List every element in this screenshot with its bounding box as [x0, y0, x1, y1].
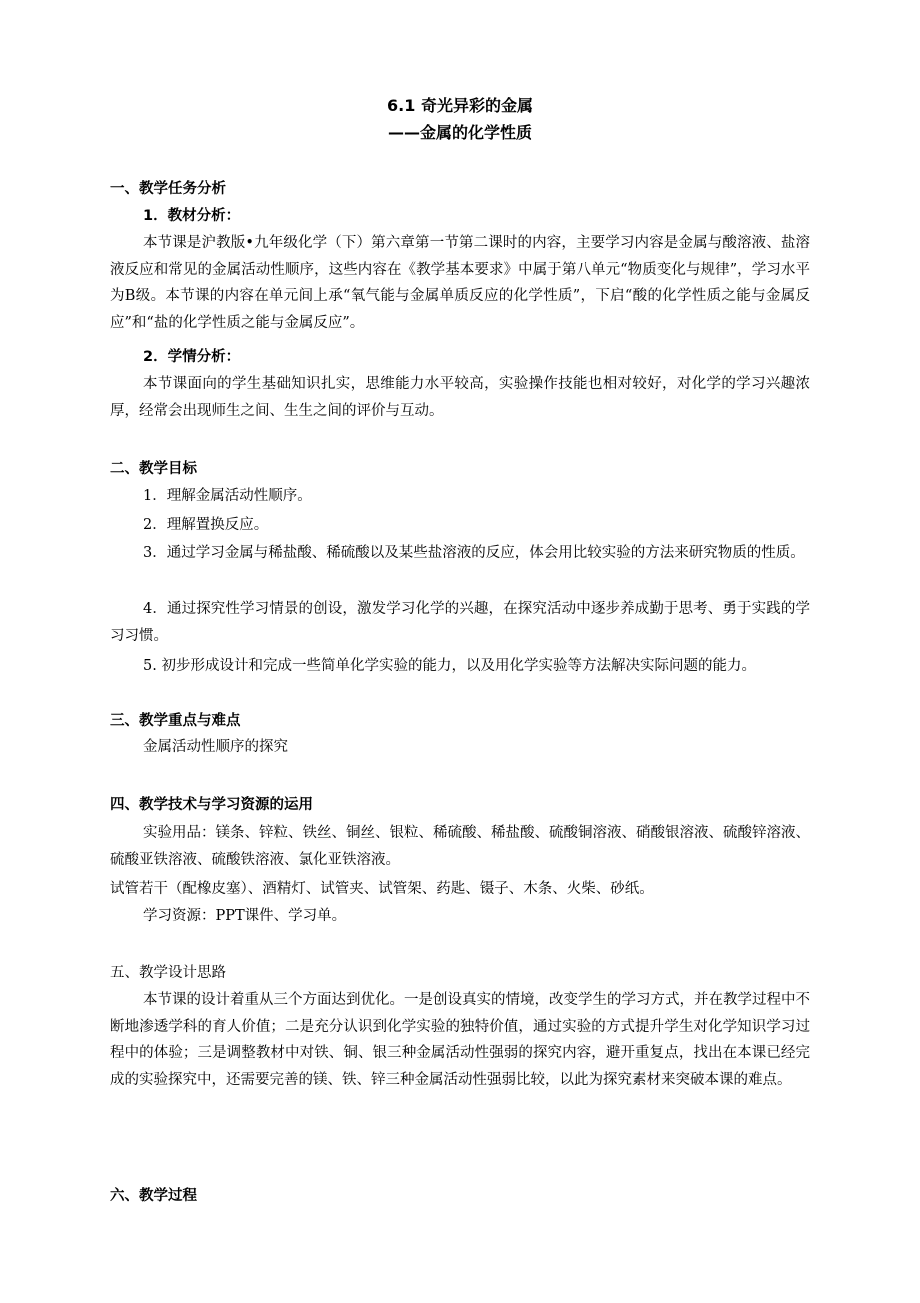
objective-item-1: 1．理解金属活动性顺序。: [143, 488, 312, 504]
section-heading-resources: 四、教学技术与学习资源的运用: [110, 797, 313, 813]
paragraph-student-analysis: 本节课面向的学生基础知识扎实，思维能力水平较高，实验操作技能也相对较好，对化学的学习兴趣浓厚，经常会出现师生之间、生生之间的评价与互动。: [110, 376, 810, 419]
paragraph-design-ideas: 本节课的设计着重从三个方面达到优化。一是创设真实的情境，改变学生的学习方式，并在教学过程中不断地渗透学科的育人价值；二是充分认识到化学实验的独特价值，通过实验的方式提升学生对化学知识学习过程中的体验；三是调整教材中对铁、铜、银三种金属活动性强弱的探究内容，避开重复点，找出在本课已经完成的实验探究中，还需要完善的镁、铁、锌三种金属活动性强弱比较，以此为探究素材来突破本课的难点。: [110, 992, 810, 1088]
subheading-student-analysis: 2．学情分析：: [143, 349, 241, 365]
subheading-textbook-analysis: 1．教材分析：: [143, 208, 241, 224]
objective-item-5: 5. 初步形成设计和完成一些简单化学实验的能力，以及用化学实验等方法解决实际问题的能力。: [143, 658, 756, 674]
section-heading-key-points: 三、教学重点与难点: [110, 713, 241, 729]
section-heading-objectives: 二、教学目标: [110, 461, 197, 477]
objective-item-4: 4．通过探究性学习情景的创设，激发学习化学的兴趣，在探究活动中逐步养成勤于思考、勇于实践的学习习惯。: [110, 601, 810, 644]
paragraph-materials: 实验用品：镁条、锌粒、铁丝、铜丝、银粒、稀硫酸、稀盐酸、硫酸铜溶液、硝酸银溶液、硫酸锌溶液、硫酸亚铁溶液、硫酸铁溶液、氯化亚铁溶液。: [110, 825, 810, 868]
paragraph-tools: 试管若干（配橡皮塞）、酒精灯、试管夹、试管架、药匙、镊子、木条、火柴、砂纸。: [110, 881, 654, 897]
section-heading-process: 六、教学过程: [110, 1188, 197, 1204]
paragraph-learning-resources: 学习资源：PPT课件、学习单。: [143, 908, 347, 924]
paragraph-textbook-analysis: 本节课是沪教版•九年级化学（下）第六章第一节第二课时的内容，主要学习内容是金属与酸溶液、盐溶液反应和常见的金属活动性顺序，这些内容在《教学基本要求》中属于第八单元“物质变化与规律”，学习水平为B级。本节课的内容在单元间上承“氧气能与金属单质反应的化学性质”，下启“酸的化学性质之能与金属反应”和“盐的化学性质之能与金属反应”。: [110, 235, 810, 331]
objective-item-3: 3．通过学习金属与稀盐酸、稀硫酸以及某些盐溶液的反应，体会用比较实验的方法来研究物质的性质。: [143, 545, 805, 561]
objective-item-2: 2．理解置换反应。: [143, 517, 269, 533]
section-heading-task-analysis: 一、教学任务分析: [110, 181, 226, 197]
section-heading-design-ideas: 五、教学设计思路: [110, 965, 226, 981]
document-title: 6.1 奇光异彩的金属: [387, 96, 533, 115]
paragraph-key-points: 金属活动性顺序的探究: [143, 739, 288, 755]
document-subtitle: ——金属的化学性质: [387, 123, 532, 142]
